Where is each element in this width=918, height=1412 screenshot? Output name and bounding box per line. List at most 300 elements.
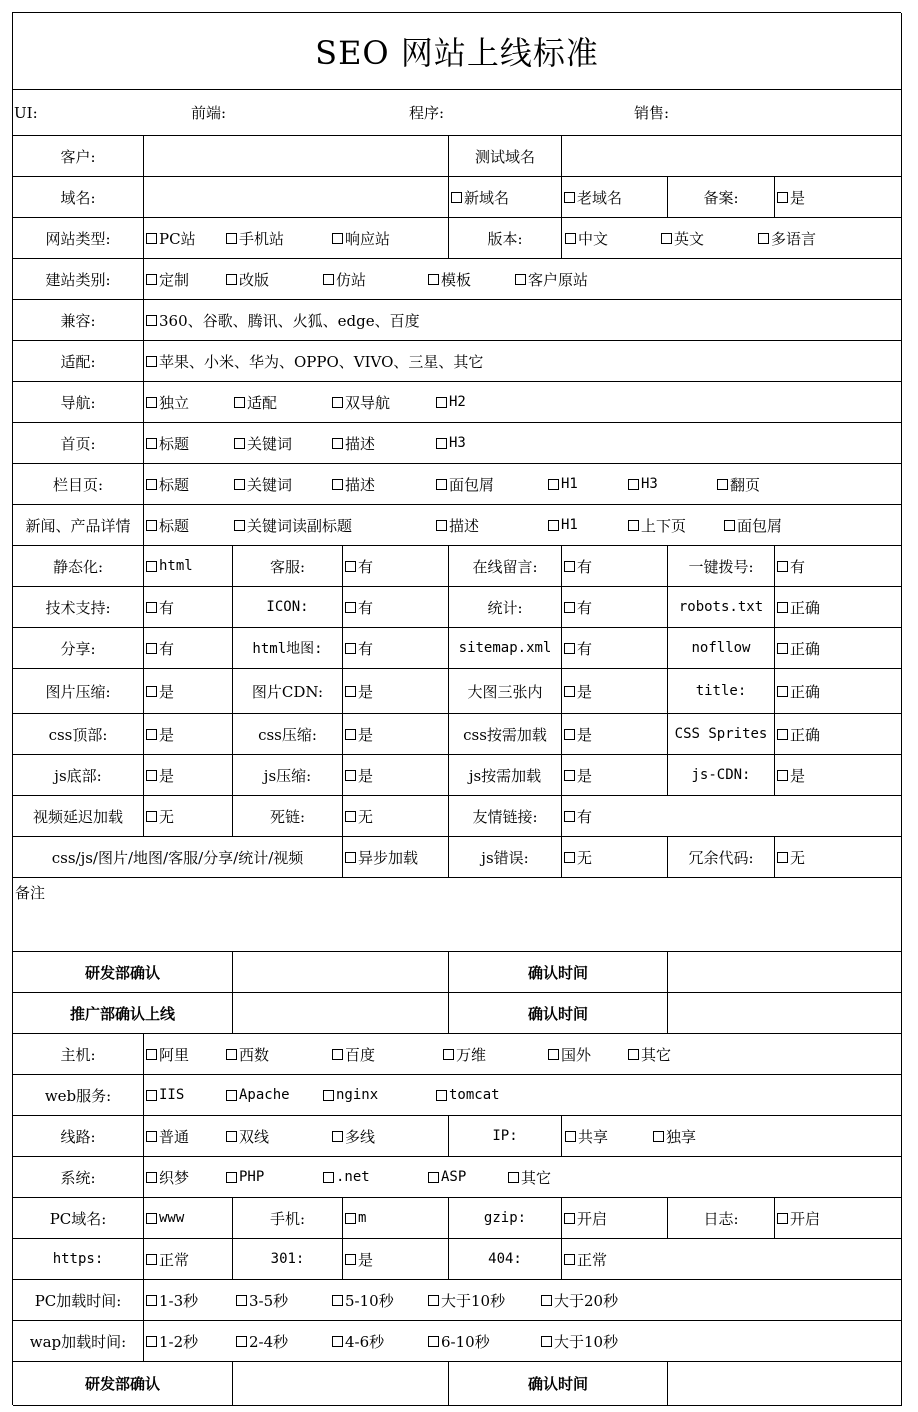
- checkbox-square-icon[interactable]: [345, 602, 356, 613]
- pc-domain-option-1-cell: [144, 1198, 233, 1239]
- checkbox-square-icon[interactable]: [724, 520, 735, 531]
- confirm-time-field-3[interactable]: [668, 1362, 902, 1406]
- nav-2-checkbox[interactable]: 双导航: [332, 392, 390, 413]
- grid-option-0-1-checkbox[interactable]: html: [146, 558, 193, 574]
- confirm-time-label: 确认时间: [449, 952, 668, 993]
- home-2-checkbox[interactable]: 描述: [332, 433, 375, 454]
- nav-1-checkbox[interactable]: 适配: [234, 392, 277, 413]
- version-0-checkbox[interactable]: 中文: [565, 228, 608, 249]
- home-3-checkbox[interactable]: H3: [436, 435, 466, 451]
- pc-domain-option-5-checkbox[interactable]: 开启: [564, 1208, 607, 1229]
- nav-label: 导航:: [13, 382, 144, 423]
- checkbox-square-icon[interactable]: [564, 643, 575, 654]
- checkbox-square-icon[interactable]: [226, 233, 237, 244]
- checkbox-square-icon[interactable]: [332, 438, 343, 449]
- grid-option-0-1-cell: [144, 546, 233, 587]
- sales-label: 销售:: [634, 104, 670, 122]
- grid-label-3-4: 大图三张内: [449, 669, 562, 714]
- https-option-3-checkbox[interactable]: 是: [345, 1249, 373, 1270]
- checkbox-square-icon[interactable]: [564, 811, 575, 822]
- checkbox-square-icon[interactable]: [451, 192, 462, 203]
- column-options: [144, 464, 902, 505]
- client-label: 客户:: [13, 136, 144, 177]
- line-0-checkbox[interactable]: 普通: [146, 1126, 189, 1147]
- checkbox-square-icon[interactable]: [236, 1336, 247, 1347]
- line-1-checkbox[interactable]: 双线: [226, 1126, 269, 1147]
- old-domain-checkbox[interactable]: 老域名: [564, 187, 622, 208]
- checkbox-square-icon[interactable]: [146, 643, 157, 654]
- column-5-checkbox[interactable]: H3: [628, 476, 658, 492]
- wap-load-2-checkbox[interactable]: 4-6秒: [332, 1331, 384, 1352]
- host-label: 主机:: [13, 1034, 144, 1075]
- build-type-1-checkbox[interactable]: 改版: [226, 269, 269, 290]
- host-5-checkbox[interactable]: 其它: [628, 1044, 671, 1065]
- checkbox-square-icon[interactable]: [436, 479, 447, 490]
- redundant-none-checkbox[interactable]: 无: [777, 847, 805, 868]
- wap-load-3-checkbox[interactable]: 6-10秒: [428, 1331, 490, 1352]
- grid-label-0-4: 在线留言:: [449, 546, 562, 587]
- detail-3-checkbox[interactable]: H1: [548, 517, 578, 533]
- checkbox-square-icon[interactable]: [777, 1213, 788, 1224]
- checkbox-square-icon[interactable]: [565, 233, 576, 244]
- web-2-checkbox[interactable]: nginx: [323, 1087, 378, 1103]
- https-option-1-checkbox[interactable]: 正常: [146, 1249, 189, 1270]
- checkbox-square-icon[interactable]: [777, 770, 788, 781]
- checkbox-square-icon[interactable]: [332, 1049, 343, 1060]
- grid-option-5-3-checkbox[interactable]: 是: [345, 765, 373, 786]
- grid-option-2-5-checkbox[interactable]: 有: [564, 638, 592, 659]
- checkbox-square-icon[interactable]: [436, 397, 447, 408]
- checkbox-square-icon[interactable]: [146, 1049, 157, 1060]
- grid-label-0-0: 静态化:: [13, 546, 144, 587]
- checkbox-square-icon[interactable]: [226, 1172, 237, 1183]
- wap-load-1-checkbox[interactable]: 2-4秒: [236, 1331, 288, 1352]
- grid-option-2-1-cell: [144, 628, 233, 669]
- column-0-checkbox[interactable]: 标题: [146, 474, 189, 495]
- compat-checkbox[interactable]: 360、谷歌、腾讯、火狐、edge、百度: [146, 310, 420, 331]
- grid-label-4-4: css按需加载: [449, 714, 562, 755]
- grid-option-1-7-cell: [775, 587, 902, 628]
- checkbox-square-icon[interactable]: [345, 561, 356, 572]
- checkbox-square-icon[interactable]: [332, 1131, 343, 1142]
- grid-label-1-4: 统计:: [449, 587, 562, 628]
- grid-option-0-7-checkbox[interactable]: 有: [777, 556, 805, 577]
- detail-1-checkbox[interactable]: 关键词读副标题: [234, 515, 352, 536]
- site-type-2-checkbox[interactable]: 响应站: [332, 228, 390, 249]
- grid-option-1-1-cell: [144, 587, 233, 628]
- grid-option-0-5-cell: [562, 546, 668, 587]
- home-label: 首页:: [13, 423, 144, 464]
- grid-label-2-4: sitemap.xml: [449, 628, 562, 669]
- video-none-cell: [144, 796, 233, 837]
- filing-yes-checkbox[interactable]: 是: [777, 187, 805, 208]
- checkbox-square-icon[interactable]: [226, 1131, 237, 1142]
- friend-link-yes-checkbox[interactable]: 有: [564, 806, 592, 827]
- host-1-checkbox[interactable]: 西数: [226, 1044, 269, 1065]
- confirm-time-label-2: 确认时间: [449, 993, 668, 1034]
- checkbox-square-icon[interactable]: [146, 438, 157, 449]
- grid-option-4-3-checkbox[interactable]: 是: [345, 724, 373, 745]
- pc-load-1-checkbox[interactable]: 3-5秒: [236, 1290, 288, 1311]
- checkbox-square-icon[interactable]: [332, 479, 343, 490]
- version-1-checkbox[interactable]: 英文: [661, 228, 704, 249]
- site-type-label: 网站类型:: [13, 218, 144, 259]
- checkbox-square-icon[interactable]: [345, 686, 356, 697]
- checkbox-square-icon[interactable]: [226, 274, 237, 285]
- seo-launch-form: [12, 12, 901, 1405]
- checkbox-square-icon[interactable]: [428, 1336, 439, 1347]
- old-domain-cell: [562, 177, 668, 218]
- grid-option-3-3-checkbox[interactable]: 是: [345, 681, 373, 702]
- ui-label: UI:: [14, 103, 38, 122]
- checkbox-square-icon[interactable]: [428, 274, 439, 285]
- line-options: [144, 1116, 449, 1157]
- checkbox-square-icon[interactable]: [234, 397, 245, 408]
- grid-label-2-6: nofllow: [668, 628, 775, 669]
- checkbox-square-icon[interactable]: [548, 1049, 559, 1060]
- adapt-cell: [144, 341, 902, 382]
- system-1-checkbox[interactable]: PHP: [226, 1169, 264, 1185]
- checkbox-square-icon[interactable]: [345, 1213, 356, 1224]
- checkbox-square-icon[interactable]: [332, 1336, 343, 1347]
- checkbox-square-icon[interactable]: [146, 520, 157, 531]
- checkbox-square-icon[interactable]: [146, 233, 157, 244]
- grid-option-4-5-checkbox[interactable]: 是: [564, 724, 592, 745]
- checkbox-square-icon[interactable]: [146, 315, 157, 326]
- new-domain-cell: [449, 177, 562, 218]
- checkbox-square-icon[interactable]: [541, 1336, 552, 1347]
- promo-confirm-label: 推广部确认上线: [13, 993, 233, 1034]
- rd-confirm-label: 研发部确认: [13, 952, 233, 993]
- pc-domain-label-6: 日志:: [668, 1198, 775, 1239]
- grid-option-4-7-checkbox[interactable]: 正确: [777, 724, 820, 745]
- grid-option-3-5-checkbox[interactable]: 是: [564, 681, 592, 702]
- build-type-options: [144, 259, 902, 300]
- grid-option-5-5-checkbox[interactable]: 是: [564, 765, 592, 786]
- checkbox-square-icon[interactable]: [628, 479, 639, 490]
- grid-option-2-3-checkbox[interactable]: 有: [345, 638, 373, 659]
- checkbox-square-icon[interactable]: [564, 1254, 575, 1265]
- pc-load-2-checkbox[interactable]: 5-10秒: [332, 1290, 394, 1311]
- video-none-checkbox[interactable]: 无: [146, 806, 174, 827]
- checkbox-square-icon[interactable]: [345, 811, 356, 822]
- grid-label-4-0: css顶部:: [13, 714, 144, 755]
- dead-link-none-cell: [343, 796, 449, 837]
- confirm-time-field[interactable]: [668, 952, 902, 993]
- grid-label-1-2: ICON:: [233, 587, 343, 628]
- checkbox-square-icon[interactable]: [234, 479, 245, 490]
- nav-3-checkbox[interactable]: H2: [436, 394, 466, 410]
- checkbox-square-icon[interactable]: [146, 479, 157, 490]
- grid-option-3-3-cell: [343, 669, 449, 714]
- grid-option-1-5-checkbox[interactable]: 有: [564, 597, 592, 618]
- pc-domain-option-3-cell: [343, 1198, 449, 1239]
- grid-label-0-2: 客服:: [233, 546, 343, 587]
- pc-domain-option-1-checkbox[interactable]: www: [146, 1210, 184, 1226]
- async-label: css/js/图片/地图/客服/分享/统计/视频: [13, 837, 343, 878]
- detail-label: 新闻、产品详情: [13, 505, 144, 546]
- system-0-checkbox[interactable]: 织梦: [146, 1167, 189, 1188]
- checkbox-square-icon[interactable]: [564, 602, 575, 613]
- grid-label-1-6: robots.txt: [668, 587, 775, 628]
- build-type-0-checkbox[interactable]: 定制: [146, 269, 189, 290]
- grid-label-5-4: js按需加载: [449, 755, 562, 796]
- checkbox-square-icon[interactable]: [653, 1131, 664, 1142]
- checkbox-square-icon[interactable]: [146, 356, 157, 367]
- confirm-time-label-3: 确认时间: [449, 1362, 668, 1406]
- grid-label-2-0: 分享:: [13, 628, 144, 669]
- pc-load-0-checkbox[interactable]: 1-3秒: [146, 1290, 198, 1311]
- build-type-2-checkbox[interactable]: 仿站: [323, 269, 366, 290]
- checkbox-square-icon[interactable]: [777, 602, 788, 613]
- wap-load-options: [144, 1321, 902, 1362]
- checkbox-square-icon[interactable]: [436, 1090, 447, 1101]
- grid-option-4-1-checkbox[interactable]: 是: [146, 724, 174, 745]
- system-2-checkbox[interactable]: .net: [323, 1169, 370, 1185]
- detail-0-checkbox[interactable]: 标题: [146, 515, 189, 536]
- https-option-3-cell: [343, 1239, 449, 1280]
- grid-label-0-6: 一键拨号:: [668, 546, 775, 587]
- pc-load-4-checkbox[interactable]: 大于20秒: [541, 1290, 618, 1311]
- version-label: 版本:: [449, 218, 562, 259]
- site-type-1-checkbox[interactable]: 手机站: [226, 228, 284, 249]
- home-1-checkbox[interactable]: 关键词: [234, 433, 292, 454]
- domain-label: 域名:: [13, 177, 144, 218]
- grid-option-1-5-cell: [562, 587, 668, 628]
- checkbox-square-icon[interactable]: [146, 274, 157, 285]
- checkbox-square-icon[interactable]: [146, 1172, 157, 1183]
- column-2-checkbox[interactable]: 描述: [332, 474, 375, 495]
- line-label: 线路:: [13, 1116, 144, 1157]
- checkbox-square-icon[interactable]: [146, 729, 157, 740]
- grid-label-4-2: css压缩:: [233, 714, 343, 755]
- grid-option-2-7-checkbox[interactable]: 正确: [777, 638, 820, 659]
- pc-domain-option-3-checkbox[interactable]: m: [345, 1210, 366, 1226]
- grid-option-1-3-checkbox[interactable]: 有: [345, 597, 373, 618]
- grid-option-0-5-checkbox[interactable]: 有: [564, 556, 592, 577]
- checkbox-square-icon[interactable]: [548, 520, 559, 531]
- checkbox-square-icon[interactable]: [345, 1254, 356, 1265]
- checkbox-square-icon[interactable]: [146, 1295, 157, 1306]
- program-label: 程序:: [409, 104, 445, 122]
- checkbox-square-icon[interactable]: [564, 852, 575, 863]
- checkbox-square-icon[interactable]: [564, 1213, 575, 1224]
- pc-domain-label-0: PC域名:: [13, 1198, 144, 1239]
- checkbox-square-icon[interactable]: [777, 686, 788, 697]
- build-type-3-checkbox[interactable]: 模板: [428, 269, 471, 290]
- js-error-none-checkbox[interactable]: 无: [564, 847, 592, 868]
- domain-field[interactable]: [144, 177, 449, 218]
- grid-option-3-1-cell: [144, 669, 233, 714]
- wap-load-label: wap加载时间:: [13, 1321, 144, 1362]
- line-2-checkbox[interactable]: 多线: [332, 1126, 375, 1147]
- grid-option-5-3-cell: [343, 755, 449, 796]
- pc-load-label: PC加载时间:: [13, 1280, 144, 1321]
- nav-0-checkbox[interactable]: 独立: [146, 392, 189, 413]
- checkbox-square-icon[interactable]: [234, 520, 245, 531]
- dead-link-none-checkbox[interactable]: 无: [345, 806, 373, 827]
- checkbox-square-icon[interactable]: [345, 643, 356, 654]
- client-field[interactable]: [144, 136, 449, 177]
- grid-label-5-0: js底部:: [13, 755, 144, 796]
- grid-option-2-1-checkbox[interactable]: 有: [146, 638, 174, 659]
- host-3-checkbox[interactable]: 万维: [443, 1044, 486, 1065]
- frontend-label: 前端:: [191, 104, 227, 122]
- checkbox-square-icon[interactable]: [226, 1049, 237, 1060]
- wap-load-0-checkbox[interactable]: 1-2秒: [146, 1331, 198, 1352]
- system-options: [144, 1157, 902, 1198]
- checkbox-square-icon[interactable]: [436, 438, 447, 449]
- grid-label-3-2: 图片CDN:: [233, 669, 343, 714]
- dead-link-label: 死链:: [233, 796, 343, 837]
- checkbox-square-icon[interactable]: [564, 192, 575, 203]
- checkbox-square-icon[interactable]: [661, 233, 672, 244]
- pc-load-options: [144, 1280, 902, 1321]
- detail-2-checkbox[interactable]: 描述: [436, 515, 479, 536]
- redundant-label: 冗余代码:: [668, 837, 775, 878]
- checkbox-square-icon[interactable]: [345, 852, 356, 863]
- system-label: 系统:: [13, 1157, 144, 1198]
- checkbox-square-icon[interactable]: [146, 1090, 157, 1101]
- column-6-checkbox[interactable]: 翻页: [717, 474, 760, 495]
- checkbox-square-icon[interactable]: [758, 233, 769, 244]
- ip-label: IP:: [449, 1116, 562, 1157]
- test-domain-field[interactable]: [562, 136, 902, 177]
- test-domain-label: 测试域名: [449, 136, 562, 177]
- grid-label-3-0: 图片压缩:: [13, 669, 144, 714]
- system-4-checkbox[interactable]: 其它: [508, 1167, 551, 1188]
- friend-link-label: 友情链接:: [449, 796, 562, 837]
- version-2-checkbox[interactable]: 多语言: [758, 228, 816, 249]
- checkbox-square-icon[interactable]: [777, 643, 788, 654]
- site-type-options: [144, 218, 449, 259]
- checkbox-square-icon[interactable]: [564, 686, 575, 697]
- checkbox-square-icon[interactable]: [541, 1295, 552, 1306]
- checkbox-square-icon[interactable]: [508, 1172, 519, 1183]
- checkbox-square-icon[interactable]: [146, 1254, 157, 1265]
- ip-0-checkbox[interactable]: 共享: [565, 1126, 608, 1147]
- checkbox-square-icon[interactable]: [565, 1131, 576, 1142]
- checkbox-square-icon[interactable]: [428, 1295, 439, 1306]
- checkbox-square-icon[interactable]: [332, 1295, 343, 1306]
- checkbox-square-icon[interactable]: [332, 233, 343, 244]
- web-3-checkbox[interactable]: tomcat: [436, 1087, 500, 1103]
- ip-1-checkbox[interactable]: 独享: [653, 1126, 696, 1147]
- pc-load-3-checkbox[interactable]: 大于10秒: [428, 1290, 505, 1311]
- compat-cell: [144, 300, 902, 341]
- checkbox-square-icon[interactable]: [345, 729, 356, 740]
- grid-option-1-1-checkbox[interactable]: 有: [146, 597, 174, 618]
- checkbox-square-icon[interactable]: [777, 729, 788, 740]
- async-load-checkbox[interactable]: 异步加载: [345, 847, 418, 868]
- https-option-5-checkbox[interactable]: 正常: [564, 1249, 607, 1270]
- adapt-checkbox[interactable]: 苹果、小米、华为、OPPO、VIVO、三星、其它: [146, 351, 483, 372]
- checkbox-square-icon[interactable]: [146, 1213, 157, 1224]
- checkbox-square-icon[interactable]: [548, 479, 559, 490]
- host-0-checkbox[interactable]: 阿里: [146, 1044, 189, 1065]
- column-3-checkbox[interactable]: 面包屑: [436, 474, 494, 495]
- checkbox-square-icon[interactable]: [226, 1090, 237, 1101]
- nav-options: [144, 382, 902, 423]
- checkbox-square-icon[interactable]: [146, 561, 157, 572]
- checkbox-square-icon[interactable]: [234, 438, 245, 449]
- checkbox-square-icon[interactable]: [323, 1090, 334, 1101]
- checkbox-square-icon[interactable]: [146, 397, 157, 408]
- detail-5-checkbox[interactable]: 面包屑: [724, 515, 782, 536]
- checkbox-square-icon[interactable]: [146, 686, 157, 697]
- checkbox-square-icon[interactable]: [146, 1131, 157, 1142]
- column-4-checkbox[interactable]: H1: [548, 476, 578, 492]
- checkbox-square-icon[interactable]: [436, 520, 447, 531]
- checkbox-square-icon[interactable]: [146, 811, 157, 822]
- checkbox-square-icon[interactable]: [515, 274, 526, 285]
- checkbox-square-icon[interactable]: [428, 1172, 439, 1183]
- system-3-checkbox[interactable]: ASP: [428, 1169, 466, 1185]
- https-option-5-cell: [562, 1239, 902, 1280]
- checkbox-square-icon[interactable]: [628, 520, 639, 531]
- checkbox-square-icon[interactable]: [345, 770, 356, 781]
- checkbox-square-icon[interactable]: [323, 1172, 334, 1183]
- js-error-none-cell: [562, 837, 668, 878]
- home-0-checkbox[interactable]: 标题: [146, 433, 189, 454]
- rd-confirm-field[interactable]: [233, 952, 449, 993]
- grid-option-0-3-checkbox[interactable]: 有: [345, 556, 373, 577]
- new-domain-checkbox[interactable]: 新域名: [451, 187, 509, 208]
- grid-option-3-1-checkbox[interactable]: 是: [146, 681, 174, 702]
- promo-confirm-field[interactable]: [233, 993, 449, 1034]
- grid-option-4-1-cell: [144, 714, 233, 755]
- checkbox-square-icon[interactable]: [323, 274, 334, 285]
- checkbox-square-icon[interactable]: [146, 602, 157, 613]
- web-0-checkbox[interactable]: IIS: [146, 1087, 184, 1103]
- detail-4-checkbox[interactable]: 上下页: [628, 515, 686, 536]
- grid-option-2-3-cell: [343, 628, 449, 669]
- checkbox-square-icon[interactable]: [332, 397, 343, 408]
- grid-option-5-7-checkbox[interactable]: 是: [777, 765, 805, 786]
- staff-row: [13, 90, 902, 136]
- checkbox-square-icon[interactable]: [777, 192, 788, 203]
- checkbox-square-icon[interactable]: [777, 561, 788, 572]
- checkbox-square-icon[interactable]: [564, 561, 575, 572]
- checkbox-square-icon[interactable]: [236, 1295, 247, 1306]
- checkbox-square-icon[interactable]: [628, 1049, 639, 1060]
- pc-domain-option-7-checkbox[interactable]: 开启: [777, 1208, 820, 1229]
- host-4-checkbox[interactable]: 国外: [548, 1044, 591, 1065]
- web-1-checkbox[interactable]: Apache: [226, 1087, 290, 1103]
- column-1-checkbox[interactable]: 关键词: [234, 474, 292, 495]
- grid-option-0-3-cell: [343, 546, 449, 587]
- rd-confirm-field-2[interactable]: [233, 1362, 449, 1406]
- confirm-time-field-2[interactable]: [668, 993, 902, 1034]
- checkbox-square-icon[interactable]: [443, 1049, 454, 1060]
- grid-option-1-7-checkbox[interactable]: 正确: [777, 597, 820, 618]
- checkbox-square-icon[interactable]: [146, 770, 157, 781]
- home-options: [144, 423, 902, 464]
- grid-option-3-7-checkbox[interactable]: 正确: [777, 681, 820, 702]
- grid-option-5-1-checkbox[interactable]: 是: [146, 765, 174, 786]
- checkbox-square-icon[interactable]: [564, 770, 575, 781]
- grid-label-1-0: 技术支持:: [13, 587, 144, 628]
- checkbox-square-icon[interactable]: [717, 479, 728, 490]
- host-2-checkbox[interactable]: 百度: [332, 1044, 375, 1065]
- site-type-0-checkbox[interactable]: PC站: [146, 228, 196, 249]
- https-option-1-cell: [144, 1239, 233, 1280]
- wap-load-4-checkbox[interactable]: 大于10秒: [541, 1331, 618, 1352]
- checkbox-square-icon[interactable]: [777, 852, 788, 863]
- checkbox-square-icon[interactable]: [146, 1336, 157, 1347]
- build-type-4-checkbox[interactable]: 客户原站: [515, 269, 588, 290]
- checkbox-square-icon[interactable]: [564, 729, 575, 740]
